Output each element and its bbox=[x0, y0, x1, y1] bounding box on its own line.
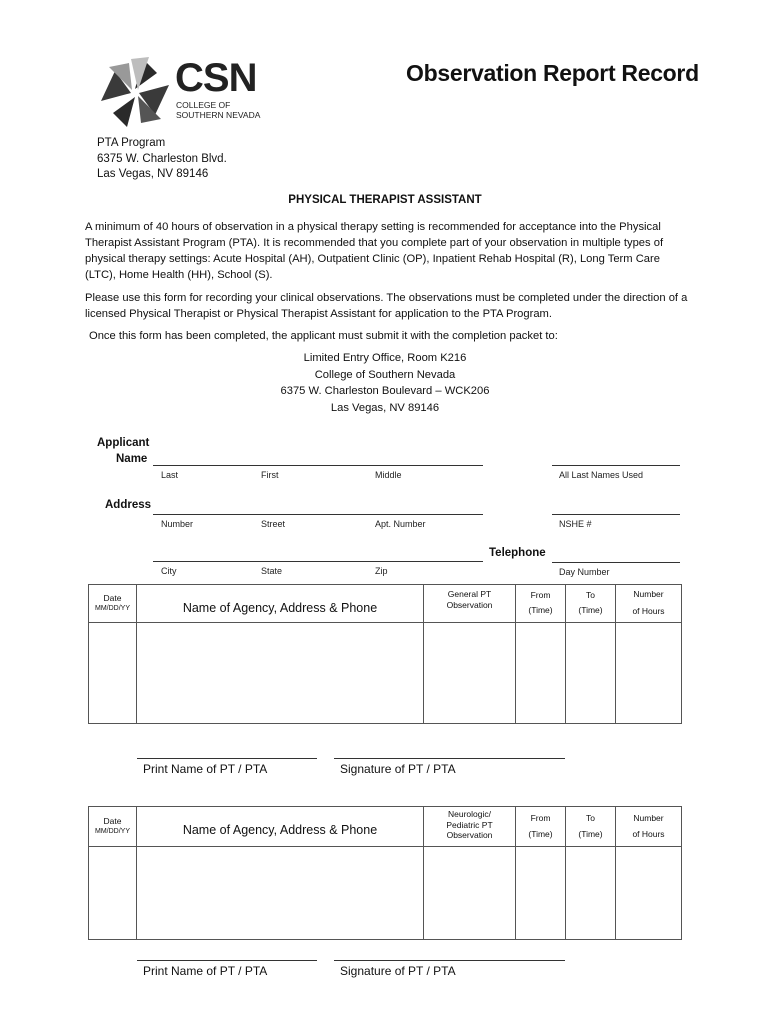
date-header bbox=[89, 807, 137, 847]
submit-line4: Las Vegas, NV 89146 bbox=[330, 401, 440, 414]
date-format-label: MM/DD/YY bbox=[95, 604, 130, 612]
telephone-field[interactable] bbox=[552, 562, 680, 563]
middle-caption: Middle bbox=[375, 470, 402, 480]
number-sub-label: of Hours bbox=[632, 828, 665, 839]
from-header bbox=[516, 585, 566, 623]
from-header bbox=[516, 807, 566, 847]
hours-header bbox=[616, 807, 682, 847]
instructions-paragraph: Please use this form for recording your clinical observations. The observations must be completed under the direction of a licensed Physical Therapist or Physical Therapist Assistant for application to the PTA Program. bbox=[85, 292, 688, 320]
nshe-field[interactable] bbox=[552, 514, 680, 515]
all-last-names-field[interactable] bbox=[552, 465, 680, 466]
from-cell[interactable] bbox=[516, 623, 566, 724]
nshe-caption: NSHE # bbox=[559, 519, 592, 529]
print-name-label-2: Print Name of PT / PTA bbox=[143, 964, 268, 978]
date-cell[interactable] bbox=[89, 623, 137, 724]
address-label: Address bbox=[105, 499, 152, 511]
agency-header bbox=[137, 807, 424, 847]
observation-cell[interactable] bbox=[424, 623, 516, 724]
program-address bbox=[97, 136, 227, 183]
apt-caption: Apt. Number bbox=[375, 519, 426, 529]
hours-cell[interactable] bbox=[616, 623, 682, 724]
observation-type-header bbox=[424, 585, 516, 623]
all-last-names-caption: All Last Names Used bbox=[559, 470, 644, 480]
to-label: To bbox=[586, 590, 595, 600]
print-name-line-1[interactable] bbox=[137, 758, 317, 759]
agency-header-label: Name of Agency, Address & Phone bbox=[182, 823, 378, 837]
name-label: Name bbox=[116, 453, 148, 465]
agency-cell[interactable] bbox=[137, 847, 424, 940]
table-row bbox=[89, 847, 682, 940]
state-caption: State bbox=[261, 566, 283, 576]
agency-header-label: Name of Agency, Address & Phone bbox=[182, 601, 378, 615]
date-header bbox=[89, 585, 137, 623]
document-title: Observation Report Record bbox=[406, 60, 699, 86]
address-field[interactable] bbox=[153, 514, 483, 515]
signature-label-1: Signature of PT / PTA bbox=[340, 762, 456, 776]
observation-cell[interactable] bbox=[424, 847, 516, 940]
csn-logo-icon bbox=[98, 56, 172, 130]
number-caption: Number bbox=[161, 519, 194, 529]
date-format-label: MM/DD/YY bbox=[95, 827, 130, 835]
logo-sub-line2: SOUTHERN NEVADA bbox=[176, 110, 261, 120]
signature-label-2: Signature of PT / PTA bbox=[340, 964, 456, 978]
print-name-line-2[interactable] bbox=[137, 960, 317, 961]
submit-paragraph: Once this form has been completed, the applicant must submit it with the completion packet to: bbox=[89, 330, 558, 342]
obs-line2: Pediatric PT bbox=[446, 819, 493, 830]
from-sub-label: (Time) bbox=[528, 828, 553, 839]
intro-paragraph: A minimum of 40 hours of observation in a physical therapy setting is recommended for acceptance into the Physical Therapist Assistant Program (PTA). It is recommended that you complete part of your observation in multiple types of physical therapy settings: Acute Hospital (AH), Outpatient Clinic (OP), Inpatient Rehab Hospital (R), Long Term Care (LTC), Home Health (HH), School (S). bbox=[85, 221, 664, 281]
date-header-label: Date bbox=[103, 593, 122, 603]
city-state-zip-field[interactable] bbox=[153, 561, 483, 562]
from-sub-label: (Time) bbox=[528, 604, 553, 615]
to-sub-label: (Time) bbox=[578, 604, 603, 615]
table-header-row bbox=[89, 807, 682, 847]
agency-cell[interactable] bbox=[137, 623, 424, 724]
observation-type-header bbox=[424, 807, 516, 847]
submit-line1: Limited Entry Office, Room K216 bbox=[303, 352, 467, 364]
address-line2: 6375 W. Charleston Blvd. bbox=[97, 152, 227, 165]
signature-line-2[interactable] bbox=[334, 960, 565, 961]
street-caption: Street bbox=[261, 519, 286, 529]
signature-line-1[interactable] bbox=[334, 758, 565, 759]
obs-line2: Observation bbox=[446, 599, 493, 610]
to-cell[interactable] bbox=[566, 847, 616, 940]
submit-address bbox=[0, 350, 770, 416]
to-cell[interactable] bbox=[566, 623, 616, 724]
date-cell[interactable] bbox=[89, 847, 137, 940]
to-sub-label: (Time) bbox=[578, 828, 603, 839]
date-header-label: Date bbox=[103, 816, 122, 826]
applicant-name-field[interactable] bbox=[153, 465, 483, 466]
city-caption: City bbox=[161, 566, 177, 576]
obs-line1: General PT bbox=[447, 589, 492, 599]
address-line3: Las Vegas, NV 89146 bbox=[97, 168, 209, 180]
submit-line3: 6375 W. Charleston Boulevard – WCK206 bbox=[280, 385, 490, 397]
hours-header bbox=[616, 585, 682, 623]
obs-line1: Neurologic/ bbox=[448, 809, 491, 819]
to-header bbox=[566, 807, 616, 847]
zip-caption: Zip bbox=[375, 566, 388, 576]
hours-cell[interactable] bbox=[616, 847, 682, 940]
logo-wordmark: CSN bbox=[175, 56, 257, 100]
number-label: Number bbox=[633, 813, 664, 823]
last-caption: Last bbox=[161, 470, 179, 480]
observation-table-general bbox=[88, 584, 682, 724]
address-line1: PTA Program bbox=[97, 137, 166, 149]
from-label: From bbox=[530, 590, 551, 600]
logo-subtitle bbox=[176, 100, 260, 120]
telephone-label: Telephone bbox=[489, 547, 546, 559]
to-label: To bbox=[586, 813, 595, 823]
applicant-label: Applicant bbox=[97, 437, 150, 449]
first-caption: First bbox=[261, 470, 279, 480]
submit-line2: College of Southern Nevada bbox=[314, 368, 456, 381]
section-title: PHYSICAL THERAPIST ASSISTANT bbox=[288, 194, 482, 206]
from-cell[interactable] bbox=[516, 847, 566, 940]
table-row bbox=[89, 623, 682, 724]
number-sub-label: of Hours bbox=[632, 605, 665, 616]
print-name-label-1: Print Name of PT / PTA bbox=[143, 762, 268, 776]
number-label: Number bbox=[633, 589, 664, 599]
table-header-row bbox=[89, 585, 682, 623]
day-number-caption: Day Number bbox=[559, 567, 610, 577]
obs-line3: Observation bbox=[446, 830, 493, 840]
to-header bbox=[566, 585, 616, 623]
observation-table-neuro bbox=[88, 806, 682, 940]
from-label: From bbox=[530, 813, 551, 823]
logo-sub-line1: COLLEGE OF bbox=[176, 100, 231, 110]
agency-header bbox=[137, 585, 424, 623]
